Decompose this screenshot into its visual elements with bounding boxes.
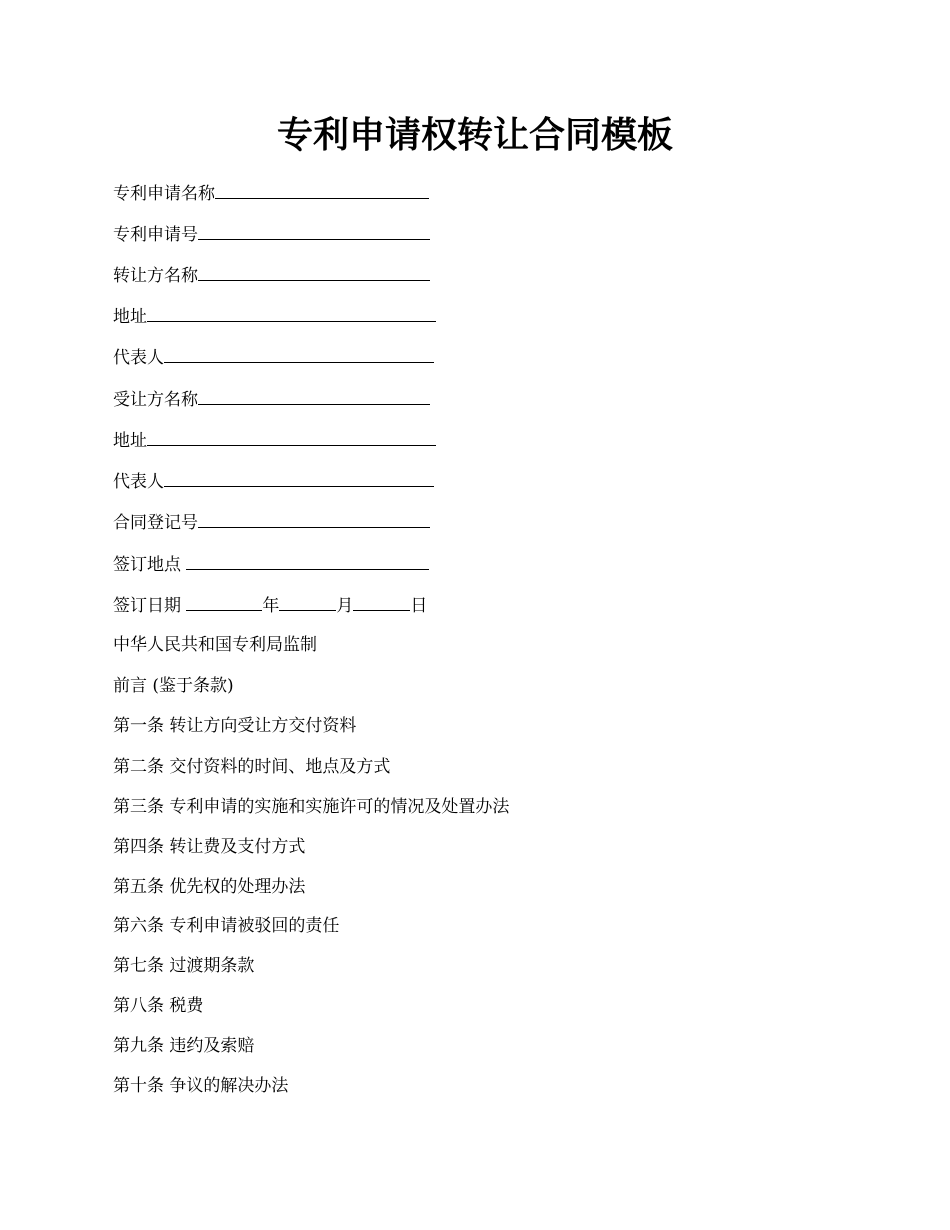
- fill-in-blank[interactable]: [198, 509, 430, 528]
- field-signing-place: [113, 551, 429, 577]
- field-transferor-name: [113, 262, 430, 288]
- field-transferor-address: [113, 303, 436, 329]
- fill-in-blank[interactable]: [198, 262, 430, 281]
- supervisor-note: 中华人民共和国专利局监制: [113, 635, 317, 655]
- field-label: 代表人: [113, 348, 164, 368]
- field-transferee-representative: [113, 468, 434, 494]
- article-item: 第十条 争议的解决办法: [113, 1076, 289, 1096]
- field-label: 受让方名称: [113, 390, 198, 410]
- field-label: 地址: [113, 307, 147, 327]
- article-item: 第九条 违约及索赔: [113, 1036, 255, 1056]
- field-transferee-name: [113, 386, 430, 412]
- field-label: 专利申请名称: [113, 184, 215, 204]
- field-patent-application-number: [113, 221, 430, 247]
- fill-in-blank[interactable]: [164, 468, 434, 487]
- article-item: 第三条 专利申请的实施和实施许可的情况及处置办法: [113, 797, 510, 817]
- field-label: 专利申请号: [113, 225, 198, 245]
- field-label: 合同登记号: [113, 513, 198, 533]
- article-item: 第一条 转让方向受让方交付资料: [113, 716, 357, 736]
- field-label: 代表人: [113, 472, 164, 492]
- fill-in-blank[interactable]: [198, 221, 430, 240]
- fill-in-blank[interactable]: [147, 303, 436, 322]
- article-item: 第二条 交付资料的时间、地点及方式: [113, 757, 391, 777]
- month-label: 月: [336, 596, 354, 616]
- field-transferee-address: [113, 427, 436, 453]
- field-patent-application-name: [113, 180, 429, 206]
- fill-in-blank[interactable]: [215, 180, 429, 199]
- fill-in-blank[interactable]: [186, 551, 429, 570]
- fill-in-blank[interactable]: [147, 427, 436, 446]
- field-label: 签订日期: [113, 596, 187, 616]
- fill-in-blank[interactable]: [198, 386, 430, 405]
- field-label: 地址: [113, 431, 147, 451]
- preface-heading: 前言 (鉴于条款): [113, 676, 234, 696]
- day-label: 日: [410, 596, 428, 616]
- field-signing-date: [113, 592, 427, 618]
- field-label: 转让方名称: [113, 266, 198, 286]
- article-item: 第六条 专利申请被驳回的责任: [113, 916, 340, 936]
- year-blank[interactable]: [186, 592, 262, 611]
- article-item: 第五条 优先权的处理办法: [113, 877, 306, 897]
- article-item: 第七条 过渡期条款: [113, 956, 255, 976]
- article-item: 第八条 税费: [113, 996, 204, 1016]
- year-label: 年: [262, 596, 280, 616]
- day-blank[interactable]: [353, 592, 410, 611]
- document-title: 专利申请权转让合同模板: [276, 115, 673, 156]
- field-label: 签订地点: [113, 555, 187, 575]
- article-item: 第四条 转让费及支付方式: [113, 837, 306, 857]
- field-contract-registration-number: [113, 509, 430, 535]
- field-transferor-representative: [113, 344, 434, 370]
- month-blank[interactable]: [279, 592, 336, 611]
- fill-in-blank[interactable]: [164, 344, 434, 363]
